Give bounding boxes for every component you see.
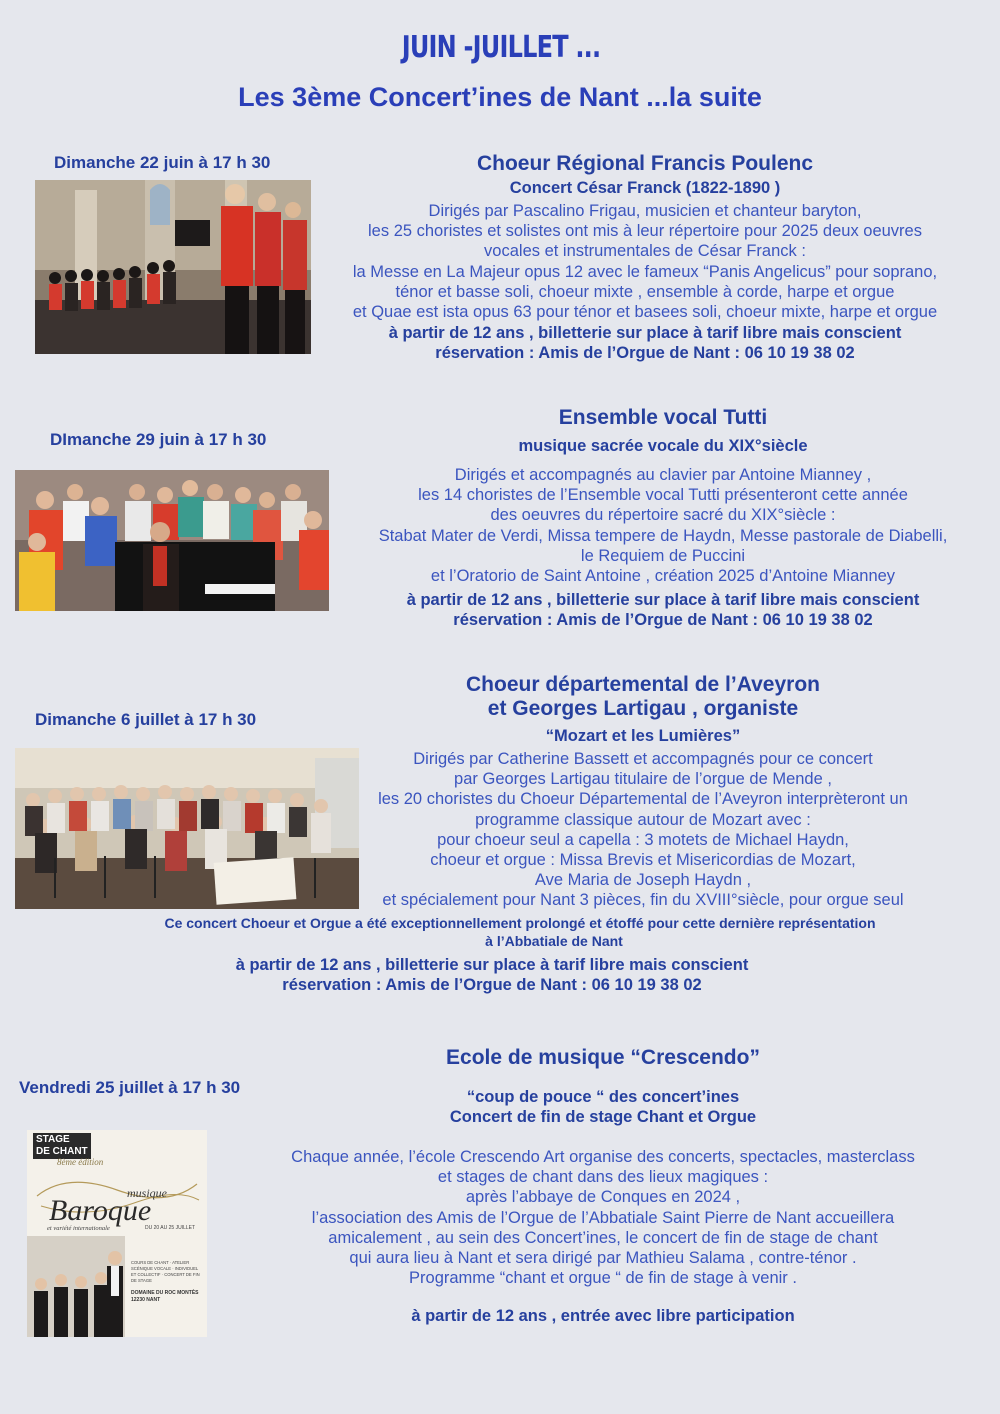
concert4-desc-line: Programme “chant et orgue “ de fin de stage à venir .: [409, 1269, 797, 1288]
concert4-info: [258, 1046, 948, 1327]
concert1-desc-line: la Messe en La Majeur opus 12 avec le fameux “Panis Angelicus” pour soprano,: [352, 262, 938, 281]
concert3-note-line2: à l’Abbatiale de Nant: [485, 933, 623, 949]
concert1-title: Choeur Régional Francis Poulenc: [476, 152, 814, 175]
concert1-desc-line: les 25 choristes et solistes ont mis à leur répertoire pour 2025 deux oeuvres: [368, 222, 922, 241]
concert1-info: [300, 152, 990, 364]
concert3-info: [320, 673, 966, 911]
concert4-desc-line: qui aura lieu à Nant et sera dirigé par Mathieu Salama , contre-ténor .: [349, 1249, 857, 1268]
poster-musique: musique: [127, 1186, 167, 1200]
concert2-date: DImanche 29 juin à 17 h 30: [50, 430, 267, 449]
concert3-photo: [15, 748, 359, 909]
poster-edition: 8ème édition: [57, 1157, 104, 1167]
concert4-subtitle: “coup de pouce “ des concert’ines: [466, 1088, 740, 1106]
poster-stage-label: [33, 1133, 91, 1159]
concert2-title: Ensemble vocal Tutti: [558, 406, 768, 429]
concert3-desc-line: Ave Maria de Joseph Haydn ,: [534, 871, 752, 890]
poster-baroque: Baroque: [49, 1194, 152, 1227]
concert1-date: Dimanche 22 juin à 17 h 30: [54, 153, 271, 172]
concert3-note: [40, 914, 1000, 950]
concert2-reservation: réservation : Amis de l’Orgue de Nant : 06 10 19 38 02: [453, 611, 873, 630]
concert4-date: Vendredi 25 juillet à 17 h 30: [19, 1078, 241, 1097]
poster-venue-line1: DOMAINE DU ROC MONTÈS: [131, 1290, 199, 1296]
concert1-description: [300, 201, 990, 322]
concert2-desc-line: Stabat Mater de Verdi, Missa tempere de Haydn, Messe pastorale de Diabelli,: [378, 526, 948, 545]
header-dates: JUIN -JUILLET ...: [401, 30, 601, 65]
poster-photo: [27, 1236, 125, 1337]
concert3-date: Dimanche 6 juillet à 17 h 30: [35, 710, 257, 729]
concert3-desc-line: choeur et orgue : Missa Brevis et Misericordias de Mozart,: [430, 851, 856, 870]
concert4-title: Ecole de musique “Crescendo”: [446, 1046, 760, 1069]
concert4-desc-line: Chaque année, l’école Crescendo Art organise des concerts, spectacles, masterclass: [291, 1148, 915, 1166]
concert3-ticketing: [150, 955, 834, 995]
poster-variete: et variété internationale: [47, 1225, 110, 1232]
concert4-desc-line: amicalement , au sein des Concert’ines, le concert de fin de stage de chant: [328, 1228, 878, 1247]
concert2-info: [330, 406, 996, 631]
poster-dates: DU 20 AU 25 JUILLET: [145, 1225, 196, 1231]
concert1-reservation: réservation : Amis de l’Orgue de Nant : 06 10 19 38 02: [435, 344, 855, 363]
concert2-desc-line: le Requiem de Puccini: [580, 546, 746, 565]
concert4-subtitle-line2: Concert de fin de stage Chant et Orgue: [449, 1108, 757, 1126]
concert4-desc-line: après l’abbaye de Conques en 2024 ,: [465, 1188, 741, 1207]
concert3-title: Choeur départemental de l’Aveyron: [466, 673, 820, 696]
concert2-photo: [15, 470, 329, 611]
concert3-description: [320, 749, 966, 911]
concert1-desc-line: Dirigés par Pascalino Frigau, musicien et chanteur baryton,: [428, 202, 862, 220]
concert2-ticket: à partir de 12 ans , billetterie sur place à tarif libre mais conscient: [406, 591, 920, 610]
concert3-note-line1: Ce concert Choeur et Orgue a été exceptionnellement prolongé et étoffé pour cette dernière représentation: [164, 915, 876, 931]
concert1-desc-line: ténor et basse soli, choeur mixte , ensemble à corde, harpe et orgue: [395, 282, 895, 301]
concert4-poster: [27, 1130, 207, 1337]
concert1-desc-line: et Quae est ista opus 63 pour ténor et basees soli, choeur mixte, harpe et orgue: [352, 303, 938, 322]
poster-stage-line1: STAGE: [36, 1134, 70, 1145]
concert3-desc-line: Dirigés par Catherine Bassett et accompagnés pour ce concert: [413, 750, 873, 768]
concert3-title-line2: et Georges Lartigau , organiste: [487, 697, 799, 720]
concert1-ticket: à partir de 12 ans , billetterie sur place à tarif libre mais conscient: [388, 324, 902, 343]
concert3-desc-line: les 20 choristes du Choeur Départemental de l’Aveyron interprèteront un: [378, 790, 908, 809]
concert1-photo: [35, 180, 311, 354]
concert3-desc-line: et spécialement pour Nant 3 pièces, fin du XVIII°siècle, pour orgue seul: [382, 891, 904, 910]
poster-venue-line2: 12230 NANT: [131, 1297, 161, 1303]
concert4-description: [258, 1147, 948, 1288]
concert2-desc-line: Dirigés et accompagnés au clavier par Antoine Mianney ,: [454, 466, 872, 484]
poster-venue: [131, 1290, 203, 1304]
concert2-desc-line: des oeuvres du répertoire sacré du XIX°siècle :: [490, 506, 836, 525]
concert3-subtitle: “Mozart et les Lumières”: [545, 727, 741, 745]
concert2-subtitle: musique sacrée vocale du XIX°siècle: [518, 437, 808, 455]
concert2-desc-line: les 14 choristes de l’Ensemble vocal Tutti présenteront cette année: [418, 486, 908, 505]
concert3-ticket: à partir de 12 ans , billetterie sur place à tarif libre mais conscient: [235, 956, 749, 974]
concert2-desc-line: et l’Oratorio de Saint Antoine , création 2025 d’Antoine Mianney: [430, 567, 896, 586]
concert4-desc-line: et stages de chant dans des lieux magiques :: [437, 1168, 769, 1187]
concert3-desc-line: par Georges Lartigau titulaire de l’orgue de Mende ,: [454, 770, 832, 789]
concert4-ticket: à partir de 12 ans , entrée avec libre participation: [411, 1307, 795, 1326]
concert1-subtitle: Concert César Franck (1822-1890 ): [509, 179, 781, 197]
concert3-desc-line: programme classique autour de Mozart avec :: [475, 810, 811, 829]
poster-stage-line2: DE CHANT: [36, 1146, 88, 1157]
concert1-desc-line: vocales et instrumentales de César Franck :: [484, 242, 806, 261]
concert3-reservation: réservation : Amis de l’Orgue de Nant : 06 10 19 38 02: [282, 976, 702, 995]
concert4-desc-line: l’association des Amis de l’Orgue de l’Abbatiale Saint Pierre de Nant accueillera: [311, 1208, 895, 1227]
concert3-desc-line: pour choeur seul a capella : 3 motets de Michael Haydn,: [437, 830, 849, 849]
page-title: Les 3ème Concert’ines de Nant ...la suite: [238, 82, 762, 112]
poster-info: COURS DE CHANT · ATELIER SCÉNIQUE VOCALE · INDIVIDUEL ET COLLECTIF · CONCERT DE FIN DE STAGE: [131, 1260, 200, 1283]
concert2-description: [330, 465, 996, 586]
